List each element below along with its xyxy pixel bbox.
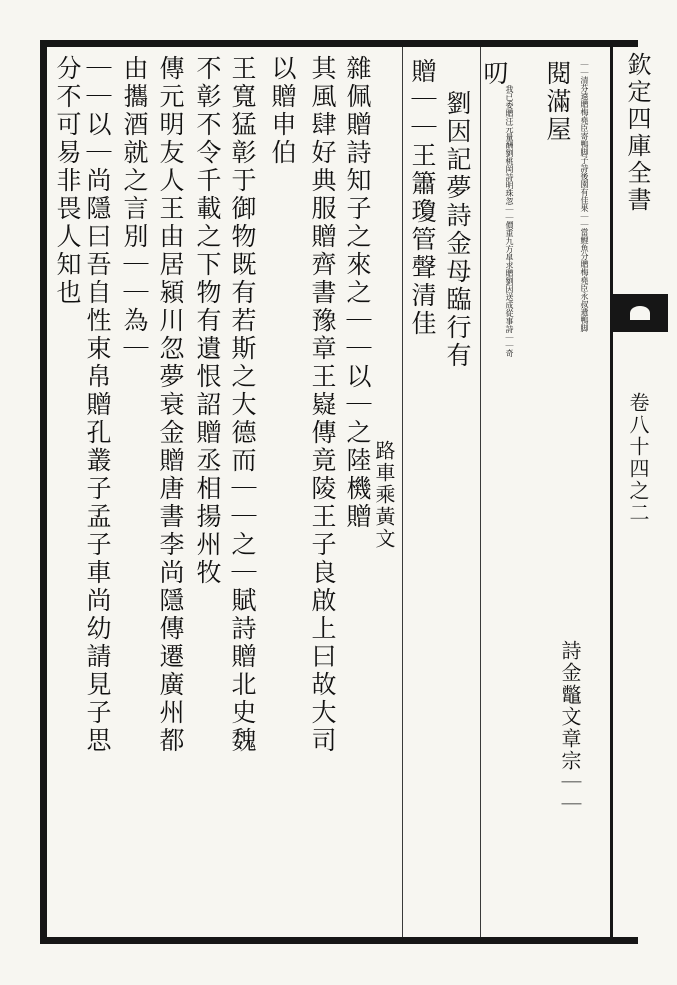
column-rule	[480, 47, 481, 937]
text-column-4: 叨	[480, 60, 509, 88]
fishtail-mark	[612, 294, 668, 332]
text-column-9: 以贈申伯	[268, 55, 297, 167]
text-column-11: 不彰不令千載之下物有遺恨詔贈丞相揚州牧	[193, 55, 222, 587]
text-column-13: 由攜酒就之言別｜｜為｜	[120, 55, 149, 363]
text-column-15: 分不可易非畏人知也	[53, 55, 82, 307]
annotation-fragment: 詩金鼈文章宗｜｜	[558, 640, 582, 816]
text-column-10: 王寬猛彰于御物既有若斯之大德而｜｜之｜賦詩贈北史魏	[228, 55, 257, 755]
text-column-3: 我已委贈汪元量酬劉桃岡詩明珠忽｜｜價重九方皐求贈劉因送成從事詩｜｜奇	[505, 85, 514, 357]
text-column-12: 傳元明友人王由居潁川忽夢衰金贈唐書李尚隱傳遷廣州都	[156, 55, 185, 755]
column-rule	[402, 47, 403, 937]
text-column-7: 雜佩贈詩知子之來之｜｜以｜之陸機贈	[343, 55, 372, 531]
text-column-8: 其風肆好典服贈齊書豫章王嶷傳竟陵王子良啟上曰故大司	[308, 55, 337, 755]
text-column-1: ｜｜清芬遠贈梅堯臣寄鴨脚子詩後園有佳果｜｜當鯉魚分贈梅堯臣永叔遺鴨脚	[580, 60, 589, 332]
annotation-fragment: 路車乘黃文	[372, 440, 396, 550]
text-column-14: ｜｜以｜尚隱曰吾自性束帛贈孔叢子孟子車尚幼請見子思	[83, 55, 112, 755]
text-column-2: 閱滿屋	[543, 60, 572, 144]
text-column-6: 贈｜｜王簫瓊管聲清佳	[408, 58, 437, 338]
volume-label: 卷八十四之二	[626, 392, 650, 524]
text-column-5: 劉因記夢詩金母臨行有	[443, 90, 472, 370]
book-title: 欽定四庫全書	[623, 52, 651, 214]
